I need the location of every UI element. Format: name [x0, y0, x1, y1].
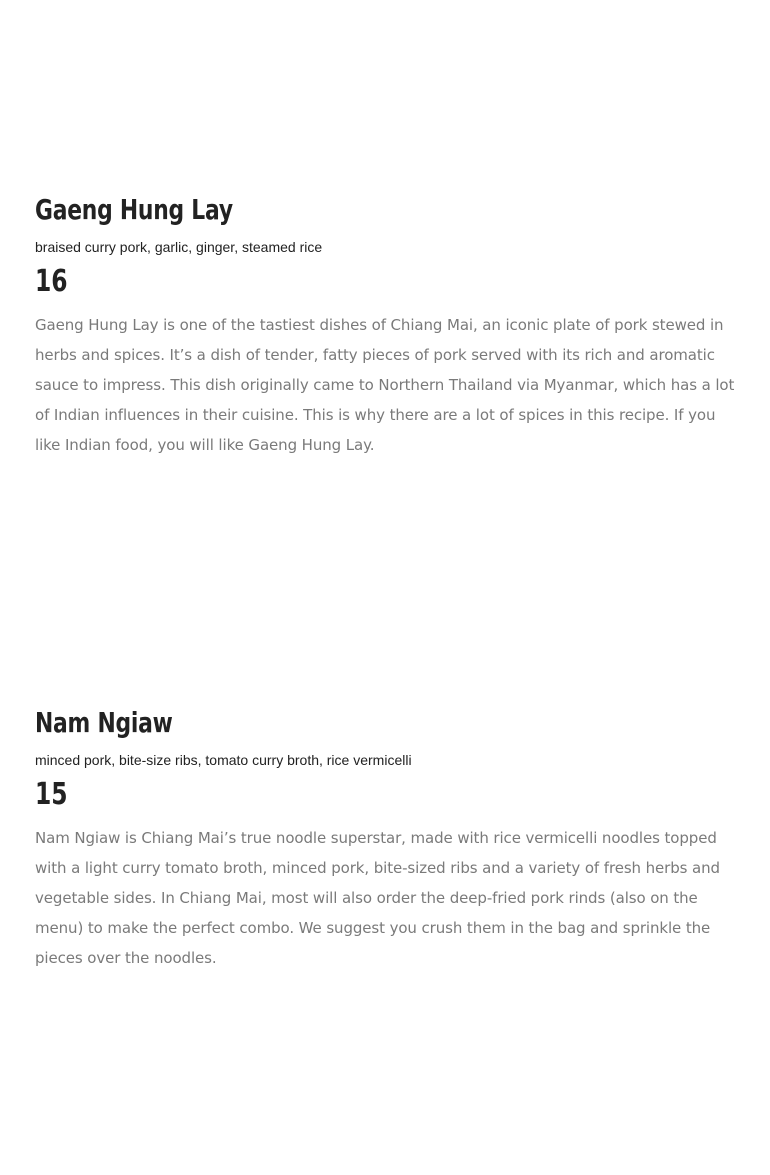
dish-price: 15 — [35, 777, 68, 812]
dish-price: 16 — [35, 264, 68, 299]
menu-item — [35, 192, 735, 460]
dish-name: Gaeng Hung Lay — [35, 193, 233, 226]
dish-description: Gaeng Hung Lay is one of the tastiest dishes of Chiang Mai, an iconic plate of pork stewed in herbs and spices. It’s a dish of tender, fatty pieces of pork served with its rich and aromatic sauce to impress. This dish originally came to Northern Thailand via Myanmar, which has a lot of Indian influences in their cuisine. This is why there are a lot of spices in this recipe. If you like Indian food, you will like Gaeng Hung Lay. — [35, 316, 735, 454]
menu-item — [35, 705, 735, 973]
dish-description: Nam Ngiaw is Chiang Mai’s true noodle superstar, made with rice vermicelli noodles topped with a light curry tomato broth, minced pork, bite-sized ribs and a variety of fresh herbs and vegetable sides. In Chiang Mai, most will also order the deep-fried pork rinds (also on the menu) to make the perfect combo. We suggest you crush them in the bag and sprinkle the pieces over the noodles. — [35, 829, 720, 967]
dish-ingredients: minced pork, bite-size ribs, tomato curry broth, rice vermicelli — [35, 752, 412, 768]
dish-name: Nam Ngiaw — [35, 706, 173, 739]
dish-ingredients: braised curry pork, garlic, ginger, steamed rice — [35, 239, 323, 255]
